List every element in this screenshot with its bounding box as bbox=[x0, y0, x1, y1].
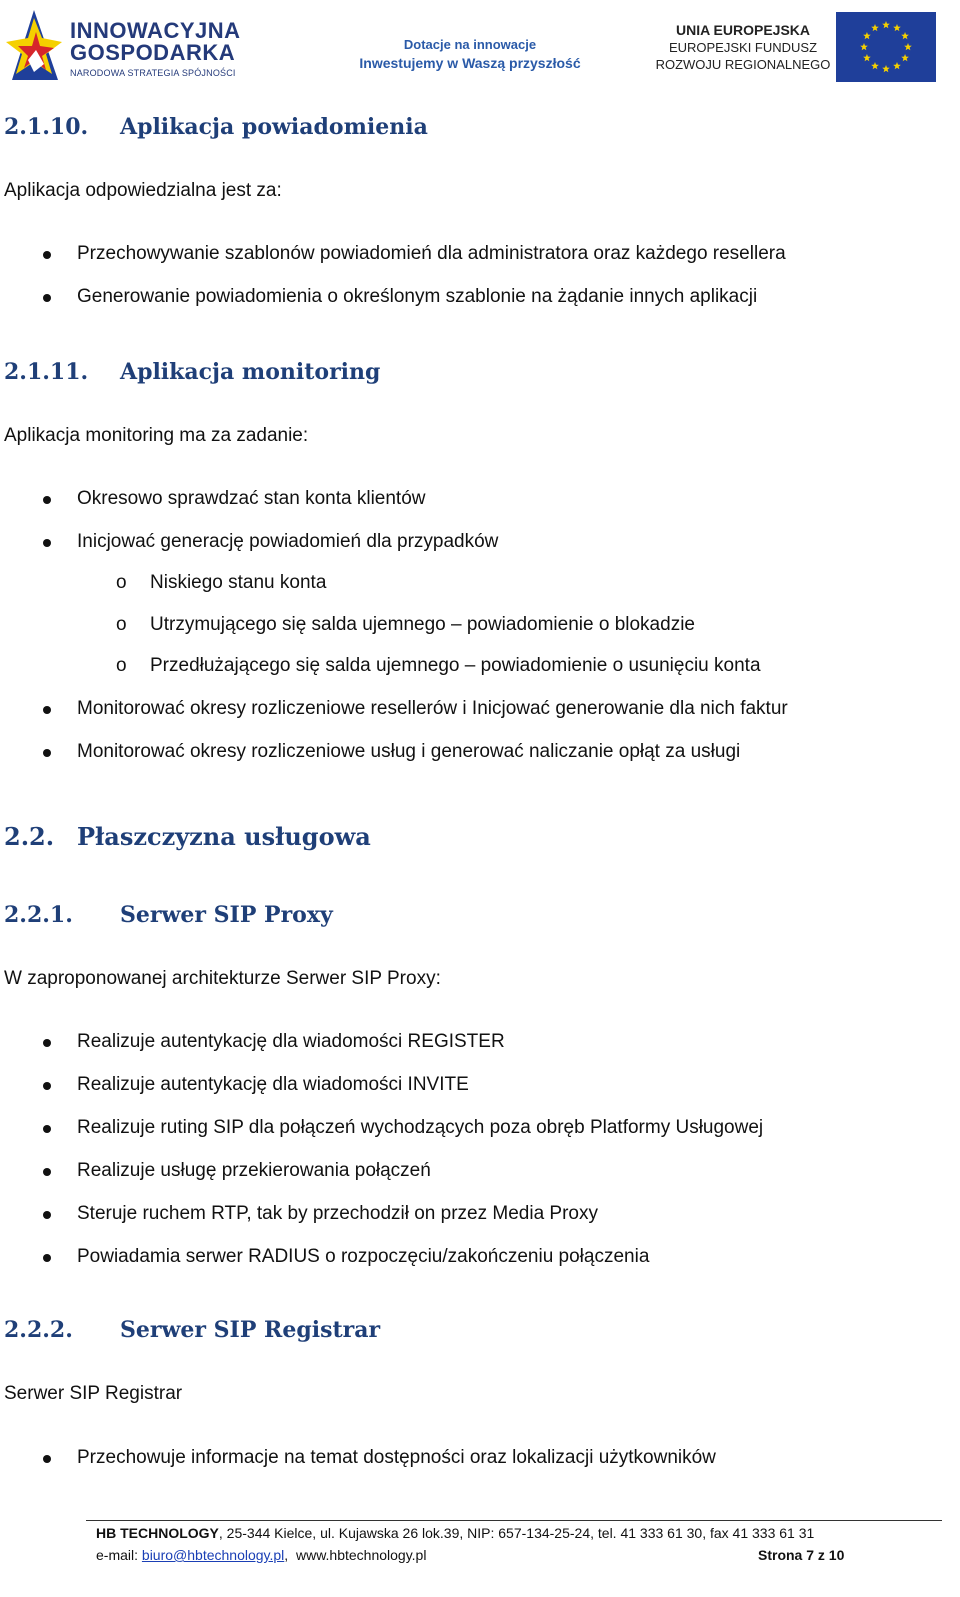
company-name: HB TECHNOLOGY bbox=[96, 1525, 219, 1541]
bullet-icon bbox=[43, 1082, 51, 1090]
list-item: Realizuje autentykację dla wiadomości REGISTER bbox=[77, 1031, 505, 1052]
section-intro: Aplikacja odpowiedzialna jest za: bbox=[4, 180, 282, 201]
bullet-icon bbox=[43, 1254, 51, 1262]
sub-bullet-icon: o bbox=[116, 572, 127, 593]
bullet-icon bbox=[43, 749, 51, 757]
slogan-line-2: Inwestujemy w Waszą przyszłość bbox=[359, 55, 581, 71]
list-item: Okresowo sprawdzać stan konta klientów bbox=[77, 488, 426, 509]
list-item: Realizuje usługę przekierowania połączeń bbox=[77, 1160, 431, 1181]
list-item: Monitorować okresy rozliczeniowe resellerów i Inicjować generowanie dla nich faktur bbox=[77, 698, 788, 719]
logo-text bbox=[70, 20, 241, 64]
section-number: 2.2.1. bbox=[4, 902, 73, 928]
section-title: Aplikacja monitoring bbox=[120, 359, 381, 385]
list-item: Realizuje autentykację dla wiadomości INVITE bbox=[77, 1074, 469, 1095]
section-intro: Serwer SIP Registrar bbox=[4, 1383, 183, 1404]
sub-bullet-icon: o bbox=[116, 614, 127, 635]
header-slogan bbox=[350, 36, 590, 72]
section-number: 2.2. bbox=[4, 822, 55, 851]
eu-line-2: EUROPEJSKI FUNDUSZ bbox=[668, 40, 818, 55]
section-number: 2.1.10. bbox=[4, 114, 89, 140]
section-title: Serwer SIP Registrar bbox=[120, 1317, 381, 1343]
company-address: , 25-344 Kielce, ul. Kujawska 26 lok.39, NIP: 657-134-25-24, tel. 41 333 61 30, fax 41 333 61 31 bbox=[218, 1525, 815, 1541]
logo-line-2: GOSPODARKA bbox=[70, 40, 236, 65]
star-flag-icon bbox=[4, 2, 66, 84]
section-title: Serwer SIP Proxy bbox=[120, 902, 333, 928]
bullet-icon bbox=[43, 294, 51, 302]
eu-line-3: ROZWOJU REGIONALNEGO bbox=[655, 57, 831, 72]
section-number: 2.2.2. bbox=[4, 1317, 73, 1343]
list-item: Generowanie powiadomienia o określonym szablonie na żądanie innych aplikacji bbox=[77, 286, 758, 307]
section-intro: Aplikacja monitoring ma za zadanie: bbox=[4, 425, 309, 446]
bullet-icon bbox=[43, 539, 51, 547]
bullet-icon bbox=[43, 1125, 51, 1133]
email-link[interactable]: biuro@hbtechnology.pl bbox=[141, 1547, 285, 1563]
bullet-icon bbox=[43, 251, 51, 259]
website-link[interactable]: www.hbtechnology.pl bbox=[295, 1547, 427, 1563]
list-item: Steruje ruchem RTP, tak by przechodził on przez Media Proxy bbox=[77, 1203, 598, 1224]
list-item: Przechowuje informacje na temat dostępności oraz lokalizacji użytkowników bbox=[77, 1447, 716, 1468]
sub-list-item: Niskiego stanu konta bbox=[150, 572, 327, 593]
eu-fund-text bbox=[652, 22, 834, 73]
sub-bullet-icon: o bbox=[116, 655, 127, 676]
eu-line-1: UNIA EUROPEJSKA bbox=[675, 22, 811, 38]
list-item: Powiadamia serwer RADIUS o rozpoczęciu/zakończeniu połączenia bbox=[77, 1246, 650, 1267]
footer-company-line bbox=[96, 1525, 814, 1541]
bullet-icon bbox=[43, 1211, 51, 1219]
section-number: 2.1.11. bbox=[4, 359, 89, 385]
footer-contact-line bbox=[96, 1547, 426, 1563]
logo-subtitle: NARODOWA STRATEGIA SPÓJNOŚCI bbox=[70, 68, 236, 78]
eu-flag-icon bbox=[836, 12, 936, 82]
sub-list-item: Utrzymującego się salda ujemnego – powiadomienie o blokadzie bbox=[150, 614, 695, 635]
list-item: Realizuje ruting SIP dla połączeń wychodzących poza obręb Platformy Usługowej bbox=[77, 1117, 764, 1138]
slogan-line-1: Dotacje na innowacje bbox=[403, 37, 537, 52]
sub-list-item: Przedłużającego się salda ujemnego – powiadomienie o usunięciu konta bbox=[150, 655, 761, 676]
bullet-icon bbox=[43, 1039, 51, 1047]
section-title: Płaszczyzna usługowa bbox=[77, 822, 371, 851]
section-title: Aplikacja powiadomienia bbox=[120, 114, 428, 140]
list-item: Przechowywanie szablonów powiadomień dla administratora oraz każdego resellera bbox=[77, 243, 786, 264]
list-item: Monitorować okresy rozliczeniowe usług i generować naliczanie opłąt za usługi bbox=[77, 741, 741, 762]
email-label: e-mail: bbox=[96, 1547, 142, 1563]
website-separator: , bbox=[284, 1547, 296, 1563]
innowacyjna-gospodarka-logo bbox=[4, 2, 254, 84]
bullet-icon bbox=[43, 496, 51, 504]
logo-line-1: INNOWACYJNA bbox=[70, 18, 241, 43]
bullet-icon bbox=[43, 1168, 51, 1176]
footer-divider bbox=[86, 1520, 942, 1521]
list-item: Inicjować generację powiadomień dla przypadków bbox=[77, 531, 499, 552]
page-number: Strona 7 z 10 bbox=[758, 1547, 845, 1563]
section-intro: W zaproponowanej architekturze Serwer SIP Proxy: bbox=[4, 968, 441, 989]
bullet-icon bbox=[43, 706, 51, 714]
bullet-icon bbox=[43, 1455, 51, 1463]
